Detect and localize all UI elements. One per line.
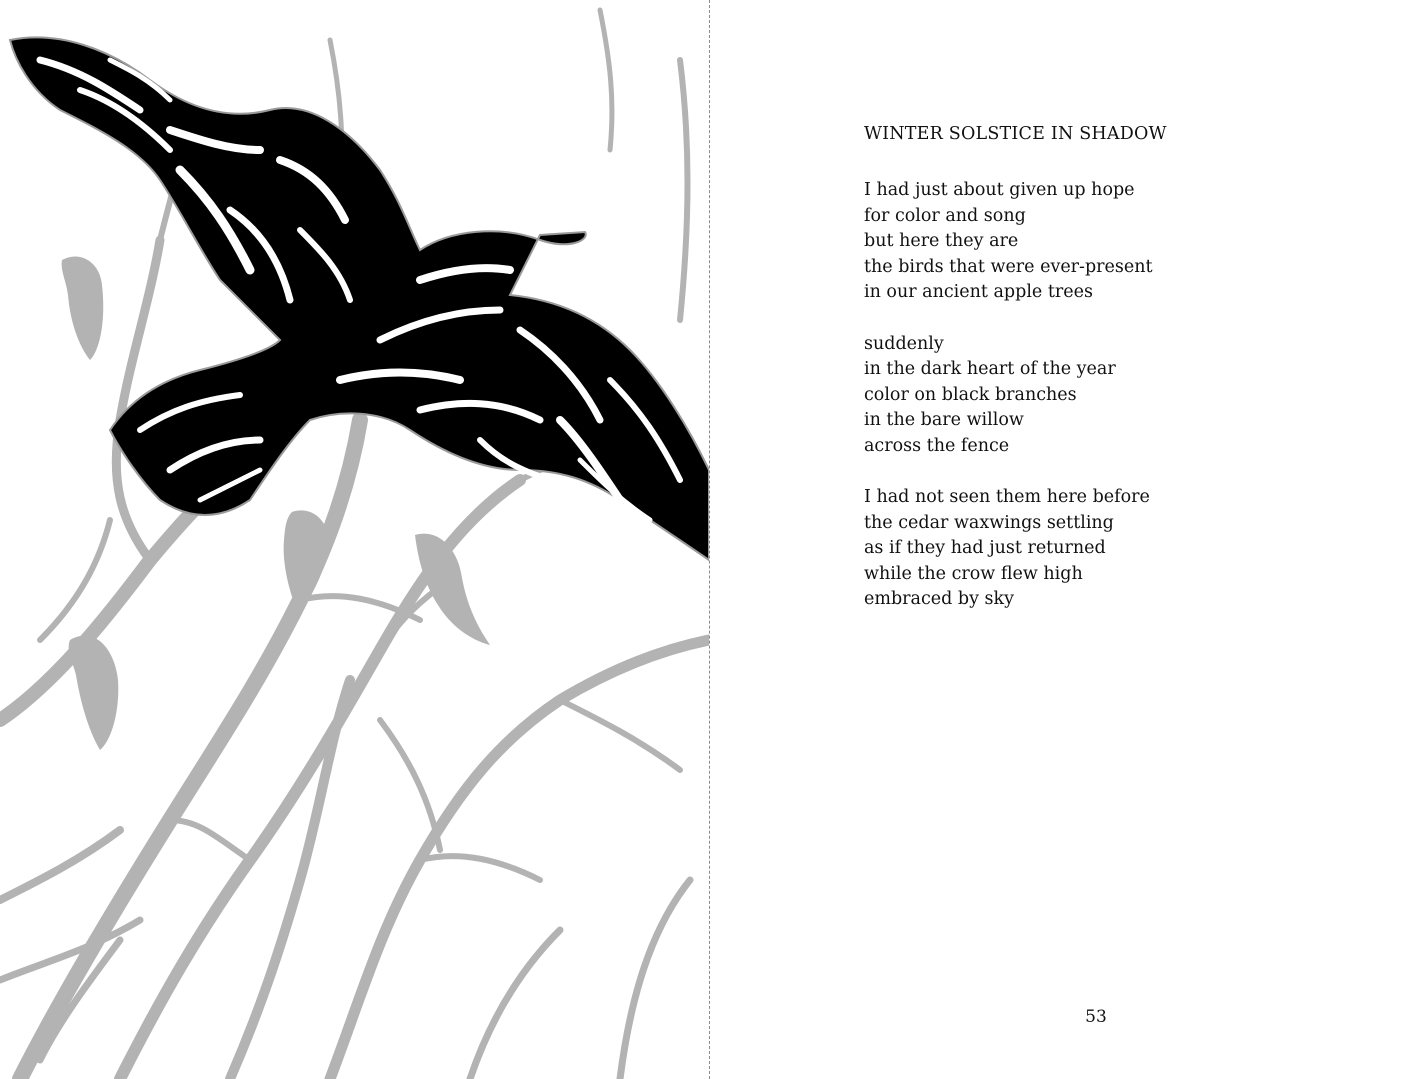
poem-line: embraced by sky [864,589,1014,609]
poem-line: the cedar waxwings settling [864,512,1114,533]
poem-line: in our ancient apple trees [864,282,1093,302]
text-page [711,0,1419,1079]
stanza-1 [864,178,1364,306]
poem-line: as if they had just returned [864,538,1106,558]
poem [864,121,1364,639]
page-gutter [709,0,710,1079]
illustration-page [0,0,709,1079]
poem-line: suddenly [864,333,944,354]
stanza-2 [864,332,1364,460]
crow-and-waxwings-woodcut-icon [0,0,709,1079]
stanza-3 [864,485,1364,613]
poem-line: color on black branches [864,384,1077,405]
poem-line: but here they are [864,231,1019,251]
poem-line: I had just about given up hope [864,180,1135,200]
poem-line: I had not seen them here before [864,487,1150,507]
poem-line: across the fence [864,435,1010,456]
poem-line: in the dark heart of the year [864,359,1116,379]
poem-title: WINTER SOLSTICE IN SHADOW [864,124,1167,144]
poem-line: in the bare willow [864,410,1024,430]
poem-line: for color and song [864,205,1026,226]
page-number: 53 [1085,1007,1107,1027]
poem-line: the birds that were ever-present [864,256,1153,277]
poem-line: while the crow flew high [864,563,1083,584]
